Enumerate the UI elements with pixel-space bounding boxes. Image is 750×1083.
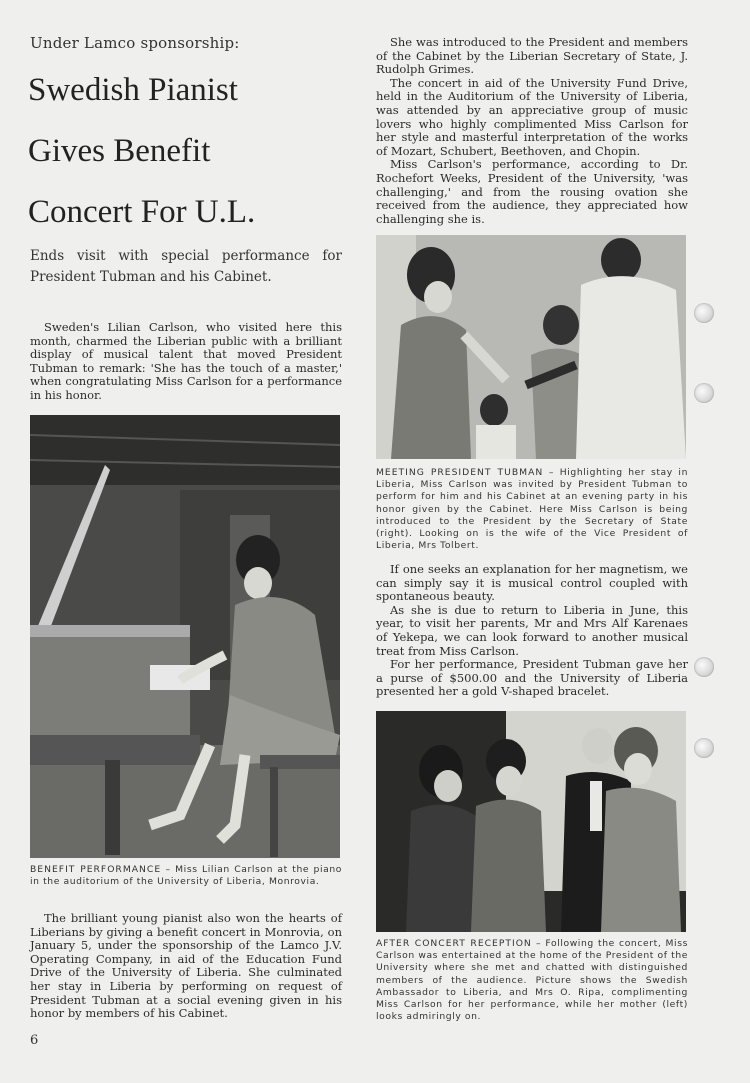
caption-title: AFTER CONCERT RECEPTION <box>376 938 532 949</box>
headline-line: Gives Benefit <box>28 133 211 169</box>
body-paragraph: She was introduced to the President and members of the Cabinet by the Liberian Secretary of State, J. Rudolph Grimes. <box>376 35 688 77</box>
body-paragraph: Miss Carlson's performance, according to Dr. Rochefort Weeks, President of the University, 'was challenging,' and from the rousing ovation she received from the audience, they appreciated how challenging she is. <box>376 157 688 226</box>
article-deck: Ends visit with special performance for President Tubman and his Cabinet. <box>30 248 342 285</box>
binder-hole <box>694 303 714 323</box>
body-paragraph: For her performance, President Tubman gave her a purse of $500.00 and the University of Liberia presented her a gold V-shaped bracelet. <box>376 657 688 699</box>
caption-title: MEETING PRESIDENT TUBMAN <box>376 467 544 478</box>
tubman-photo-image <box>376 235 686 459</box>
caption-separator: – <box>548 467 555 478</box>
reception-photo-image <box>376 711 686 932</box>
piano-photo <box>30 415 340 858</box>
right-top-text <box>376 36 688 226</box>
caption-text: Highlighting her stay in Liberia, Miss Carlson was invited by President Tubman to perform for him and his Cabinet at an evening party in his honor given by the Cabinet. Here Miss Carlson is being introduced to the President by the Secretary of State (right). Looking on is the wife of the Vice President of Liberia, Mrs Tolbert. <box>376 467 688 552</box>
caption-text: Following the concert, Miss Carlson was entertained at the home of the President of the University where she met and chatted with distinguished members of the audience. Picture shows the Swedish Ambassador to Liberia, and Mrs O. Ripa, complimenting Miss Carlson for her performance, while her mother (left) looks admiringly on. <box>376 938 688 1023</box>
binder-hole <box>694 383 714 403</box>
caption-separator: – <box>165 864 171 875</box>
caption-title: BENEFIT PERFORMANCE <box>30 864 162 875</box>
body-paragraph: As she is due to return to Liberia in June, this year, to visit her parents, Mr and Mrs Alf Karenaes of Yekepa, we can look forward to another musical treat from Miss Carlson. <box>376 602 688 658</box>
body-paragraph: The concert in aid of the University Fund Drive, held in the Auditorium of the University of Liberia, was attended by an appreciative group of music lovers who highly complimented Miss Carlson for her style and masterful interpretation of the works of Mozart, Schubert, Beethoven, and Chopin. <box>376 75 688 158</box>
intro-paragraph: Sweden's Lilian Carlson, who visited here this month, charmed the Liberian public with a brilliant display of musical talent that moved President Tubman to remark: 'She has the touch of a master,' when congratulating Miss Carlson for a performance in his honor. <box>30 320 342 402</box>
page-number: 6 <box>30 1033 39 1048</box>
binder-hole <box>694 738 714 758</box>
right-middle-text <box>376 563 688 699</box>
headline-line: Concert For U.L. <box>28 194 256 230</box>
body-paragraph: If one seeks an explanation for her magnetism, we can simply say it is musical control coupled with spontaneous beauty. <box>376 562 688 604</box>
left-bottom-paragraph: The brilliant young pianist also won the hearts of Liberians by giving a benefit concert in Monrovia, on January 5, under the sponsorship of the Lamco J.V. Operating Company, in aid of the Education Fund Drive of the University of Liberia. She culminated her stay in Liberia by performing on request of President Tubman at a social evening given in his honor by members of his Cabinet. <box>30 911 342 1021</box>
binder-hole <box>694 657 714 677</box>
article-headline <box>28 60 348 243</box>
headline-line: Swedish Pianist <box>28 72 238 108</box>
piano-photo-image <box>30 415 340 858</box>
reception-photo-caption <box>376 938 688 1023</box>
tubman-photo-caption <box>376 467 688 552</box>
tubman-photo <box>376 235 686 459</box>
caption-separator: – <box>536 938 542 949</box>
caption-text: Miss Lilian Carlson at the piano in the auditorium of the University of Liberia, Monrovia. <box>30 864 342 888</box>
piano-photo-caption <box>30 864 342 888</box>
article-kicker: Under Lamco sponsorship: <box>30 34 240 52</box>
reception-photo <box>376 711 686 932</box>
